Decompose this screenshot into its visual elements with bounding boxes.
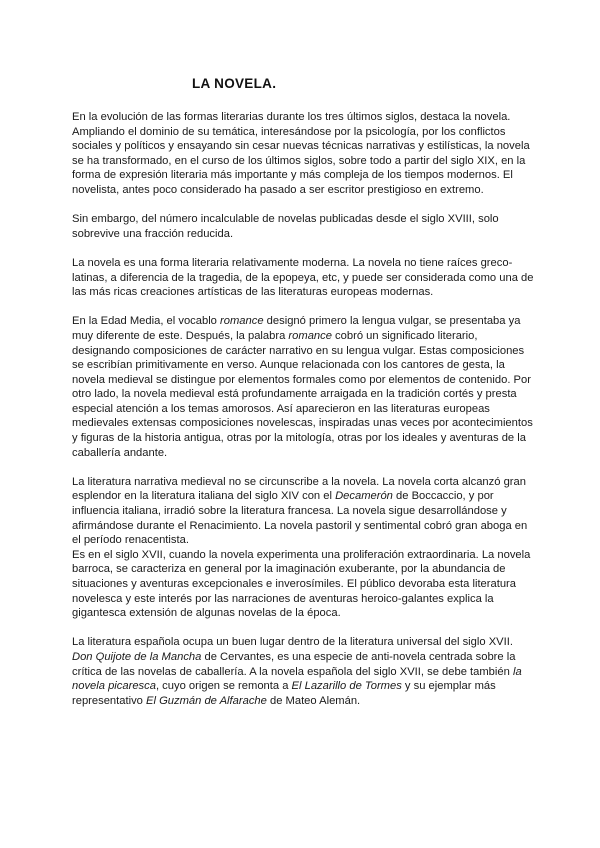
body-paragraph <box>72 635 534 708</box>
italic-term: Don Quijote de la Mancha <box>72 650 202 663</box>
italic-term: romance <box>288 329 332 342</box>
paragraph-text: cobró un significado literario, designando composiciones de carácter narrativo en su lengua vulgar. Estas composiciones se escribían primitivamente en verso. Aunque relacionada con los cantores de gesta, la novela medieval se distingue por elementos formales como por elementos de contenido. Por otro lado, la novela medieval está profundamente arraigada en la tradición cortés y presta especial atención a los temas amorosos. Así aparecieron en las literaturas europeas medievales extensas composiciones novelescas, inspiradas unas veces por acontecimientos y figuras de la historia antigua, otras por la mitología, otras por los ideales y aventuras de la caballería andante. <box>72 329 533 459</box>
italic-term: la novela picaresca <box>72 665 522 693</box>
paragraph-text: y su ejemplar más representativo <box>72 680 496 707</box>
body-paragraph <box>72 548 534 621</box>
italic-term: El Guzmán de Alfarache <box>146 694 267 707</box>
paragraph-text: de Boccaccio, y por influencia italiana, irradió sobre la literatura francesa. La novela sigue desarrollándose y afirmándose durante el Renacimiento. La novela pastoril y sentimental cobró gran aboga en el período renacentista. <box>72 490 528 547</box>
body-paragraph <box>72 314 534 460</box>
italic-term: Decamerón <box>335 490 393 503</box>
paragraph-text: La literatura narrativa medieval no se circunscribe a la novela. La novela corta alcanzó gran esplendor en la literatura italiana del siglo XIV con el <box>72 475 526 503</box>
paragraph-text: En la evolución de las formas literarias durante los tres últimos siglos, destaca la novela. Ampliando el dominio de su temática, interesándose por la psicología, por los conflictos sociales y políticos y ensayando sin cesar nuevas técnicas narrativas y estilísticas, la novela se ha transformado, en el curso de los últimos siglos, sobre todo a partir del siglo XIX, en la forma de expresión literaria más importante y más compleja de los tiempos modernos. El novelista, antes poco considerado ha pasado a ser escritor prestigioso en extremo. <box>72 111 530 196</box>
italic-term: romance <box>220 315 264 328</box>
body-paragraph <box>72 110 534 198</box>
paragraph-text: Es en el siglo XVII, cuando la novela experimenta una proliferación extraordinaria. La novela barroca, se caracteriza en general por la imaginación exuberante, por la abundancia de situaciones y aventuras excepcionales e inverosímiles. El público devoraba esta literatura novelesca y este interés por las narraciones de aventuras heroico-galantes explica la gigantesca extensión de algunas novelas de la época. <box>72 548 531 620</box>
paragraph-text: Sin embargo, del número incalculable de novelas publicadas desde el siglo XVIII, solo sobrevive una fracción reducida. <box>72 213 499 240</box>
document-title: LA NOVELA. <box>192 76 277 91</box>
paragraph-text: La literatura española ocupa un buen lugar dentro de la literatura universal del siglo XVII. <box>72 636 513 649</box>
body-paragraph <box>72 212 534 241</box>
body-paragraph <box>72 475 534 548</box>
italic-term: El Lazarillo de Tormes <box>291 680 402 693</box>
body-paragraph <box>72 256 534 300</box>
paragraph-text: La novela es una forma literaria relativamente moderna. La novela no tiene raíces greco-latinas, a diferencia de la tragedia, de la epopeya, etc, y puede ser considerada como una de las más ricas creaciones artísticas de las literaturas europeas modernas. <box>72 256 534 299</box>
document-body <box>72 110 534 723</box>
paragraph-text: En la Edad Media, el vocablo <box>72 315 221 328</box>
paragraph-text: , cuyo origen se remonta a <box>155 680 292 693</box>
paragraph-text: de Cervantes, es una especie de anti-novela centrada sobre la crítica de las novelas de caballería. A la novela española del siglo XVII, se debe también <box>72 650 516 678</box>
paragraph-text: designó primero la lengua vulgar, se presentaba ya muy diferente de este. Después, la palabra <box>72 315 521 342</box>
paragraph-text: de Mateo Alemán. <box>266 694 361 707</box>
